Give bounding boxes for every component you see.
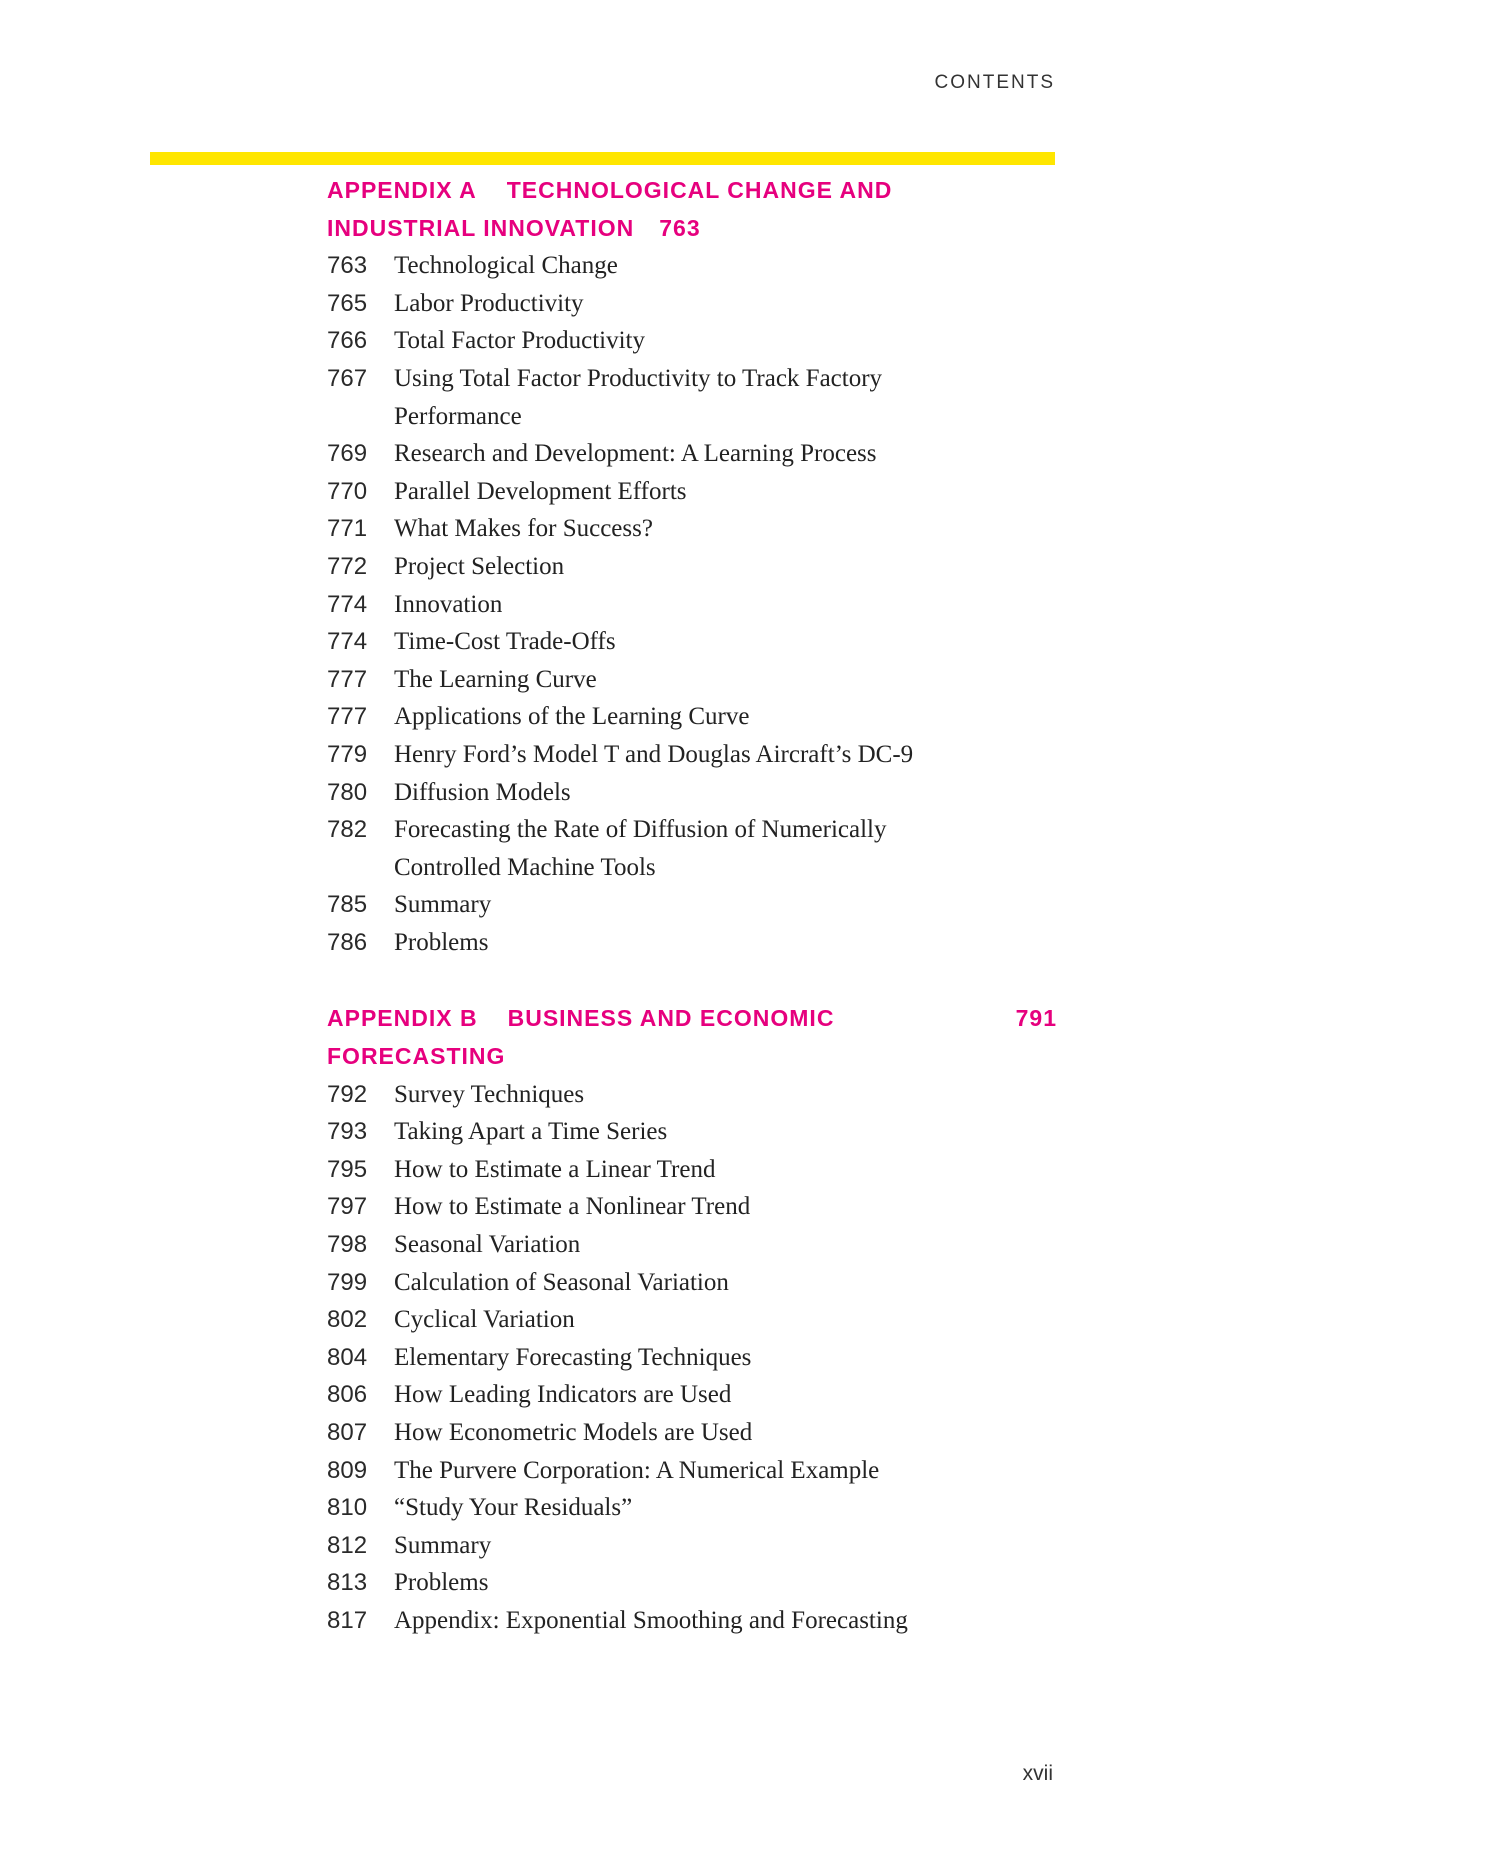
page-folio: xvii [1022, 1762, 1053, 1785]
entry-title: What Makes for Success? [394, 515, 653, 543]
section-heading [327, 1000, 1057, 1075]
entry-title: Using Total Factor Productivity to Track Factory Performance [394, 364, 883, 430]
toc-entry[interactable] [327, 1301, 1057, 1339]
entry-page: 807 [327, 1419, 368, 1446]
entry-page: 792 [327, 1080, 368, 1108]
toc-entry[interactable] [327, 623, 1057, 661]
entry-list [327, 247, 1057, 961]
entry-page: 774 [327, 628, 368, 656]
section-label: APPENDIX A [327, 177, 477, 203]
entry-title: Research and Development: A Learning Process [394, 440, 877, 468]
section-heading-line2 [327, 210, 1057, 248]
entry-page: 793 [327, 1118, 368, 1146]
entry-title: How to Estimate a Nonlinear Trend [394, 1193, 751, 1221]
entry-page: 777 [327, 665, 368, 693]
entry-page: 797 [327, 1193, 368, 1221]
entry-title: The Learning Curve [394, 665, 597, 693]
entry-title: Technological Change [394, 252, 618, 280]
entry-title: Parallel Development Efforts [394, 477, 687, 505]
entry-list [327, 1076, 1057, 1640]
toc-entry[interactable] [327, 811, 1057, 886]
entry-page: 785 [327, 891, 368, 919]
entry-page: 795 [327, 1155, 368, 1183]
entry-page: 763 [327, 252, 368, 280]
entry-title: Henry Ford’s Model T and Douglas Aircraft’s DC-9 [394, 740, 914, 768]
toc-entry[interactable] [327, 548, 1057, 586]
toc-entry[interactable] [327, 1113, 1057, 1151]
table-of-contents [327, 172, 1057, 1640]
entry-title: Summary [394, 1531, 492, 1559]
toc-entry[interactable] [327, 1489, 1057, 1527]
entry-title: Innovation [394, 590, 503, 618]
entry-title: Seasonal Variation [394, 1231, 581, 1259]
section-page-number: 791 [1015, 1005, 1057, 1032]
toc-entry[interactable] [327, 247, 1057, 285]
toc-entry[interactable] [327, 360, 1057, 435]
entry-title: How to Estimate a Linear Trend [394, 1155, 716, 1183]
entry-title: Survey Techniques [394, 1080, 585, 1108]
entry-page: 809 [327, 1456, 368, 1484]
section-title-line1: TECHNOLOGICAL CHANGE AND [506, 177, 893, 203]
toc-entry[interactable] [327, 435, 1057, 473]
entry-title: Problems [394, 928, 489, 956]
toc-entry[interactable] [327, 1527, 1057, 1565]
entry-page: 812 [327, 1531, 368, 1559]
entry-title: Problems [394, 1569, 489, 1597]
entry-page: 813 [327, 1569, 368, 1597]
entry-page: 771 [327, 515, 368, 543]
toc-entry[interactable] [327, 1414, 1057, 1452]
entry-page: 798 [327, 1231, 368, 1259]
section-appendix-a [327, 172, 1057, 961]
entry-title: Elementary Forecasting Techniques [394, 1343, 752, 1371]
entry-page: 766 [327, 327, 368, 355]
toc-entry[interactable] [327, 1339, 1057, 1377]
entry-title: Project Selection [394, 552, 565, 580]
toc-entry[interactable] [327, 736, 1057, 774]
entry-title: Cyclical Variation [394, 1306, 575, 1334]
entry-page: 772 [327, 552, 368, 580]
entry-page: 799 [327, 1268, 368, 1296]
entry-title: The Purvere Corporation: A Numerical Example [394, 1456, 880, 1484]
toc-entry[interactable] [327, 473, 1057, 511]
entry-page: 804 [327, 1343, 368, 1371]
entry-title: How Econometric Models are Used [394, 1419, 753, 1446]
entry-title: Taking Apart a Time Series [394, 1118, 668, 1146]
toc-entry[interactable] [327, 886, 1057, 924]
entry-page: 802 [327, 1306, 368, 1334]
entry-page: 774 [327, 590, 368, 618]
toc-entry[interactable] [327, 1376, 1057, 1414]
toc-entry[interactable] [327, 1188, 1057, 1226]
toc-entry[interactable] [327, 1452, 1057, 1490]
toc-entry[interactable] [327, 322, 1057, 360]
entry-page: 810 [327, 1494, 368, 1522]
toc-entry[interactable] [327, 661, 1057, 699]
entry-title: “Study Your Residuals” [394, 1494, 633, 1522]
toc-entry[interactable] [327, 774, 1057, 812]
toc-entry[interactable] [327, 1564, 1057, 1602]
entry-title: Total Factor Productivity [394, 327, 645, 355]
section-appendix-b [327, 1000, 1057, 1639]
running-head: CONTENTS [934, 72, 1055, 93]
entry-page: 779 [327, 740, 368, 768]
entry-title: Forecasting the Rate of Diffusion of Numerically Controlled Machine Tools [394, 816, 887, 881]
entry-title: Diffusion Models [394, 778, 571, 806]
toc-entry[interactable] [327, 1076, 1057, 1114]
entry-title: Appendix: Exponential Smoothing and Forecasting [394, 1606, 908, 1634]
section-title-line2: INDUSTRIAL INNOVATION [327, 214, 635, 241]
entry-title: Labor Productivity [394, 289, 584, 317]
toc-entry[interactable] [327, 510, 1057, 548]
entry-page: 817 [327, 1606, 368, 1634]
section-page-number: 763 [659, 214, 701, 241]
section-label: APPENDIX B [327, 1005, 478, 1032]
entry-title: Time-Cost Trade-Offs [394, 628, 616, 656]
toc-entry[interactable] [327, 1151, 1057, 1189]
toc-entry[interactable] [327, 924, 1057, 962]
entry-page: 777 [327, 703, 368, 731]
entry-title: Summary [394, 891, 492, 919]
entry-page: 765 [327, 289, 368, 317]
entry-title: Applications of the Learning Curve [394, 703, 750, 731]
entry-title: How Leading Indicators are Used [394, 1381, 732, 1409]
accent-rule [150, 152, 1055, 165]
entry-page: 780 [327, 778, 368, 806]
entry-page: 782 [327, 816, 368, 844]
entry-page: 767 [327, 364, 368, 392]
toc-entry[interactable] [327, 285, 1057, 323]
entry-page: 769 [327, 440, 368, 468]
entry-page: 786 [327, 928, 368, 956]
toc-entry[interactable] [327, 586, 1057, 624]
toc-entry[interactable] [327, 1264, 1057, 1302]
entry-page: 770 [327, 477, 368, 505]
entry-title: Calculation of Seasonal Variation [394, 1268, 729, 1296]
entry-page: 806 [327, 1381, 368, 1409]
section-heading [327, 172, 1057, 210]
toc-entry[interactable] [327, 1602, 1057, 1640]
section-title: BUSINESS AND ECONOMIC FORECASTING [327, 1005, 835, 1070]
toc-entry[interactable] [327, 1226, 1057, 1264]
toc-entry[interactable] [327, 698, 1057, 736]
